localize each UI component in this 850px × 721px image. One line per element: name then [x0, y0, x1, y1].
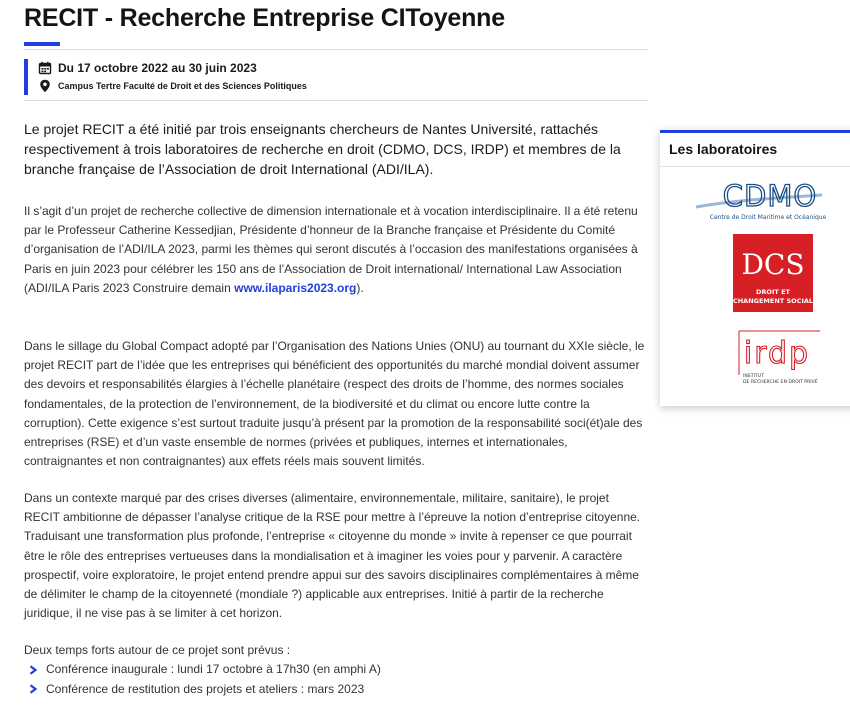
event-date-row	[38, 61, 257, 75]
chevron-right-icon	[28, 665, 38, 675]
calendar-icon	[38, 61, 52, 75]
paragraph-1-end: ).	[356, 280, 364, 295]
list-item	[24, 660, 648, 680]
event-meta	[24, 59, 324, 95]
paragraph-3: Dans un contexte marqué par des crises diverses (alimentaire, environnementale, militaire, sanitaire), le projet RECIT ambitionne de dépasser l’analyse critique de la RSE pour mettre à l’épreuve la notion d’entreprise citoyenne. Traduisant une transformation plus profonde, l’entreprise « citoyenne du monde » invite à repenser ce que pourrait être le rôle des entreprises vertueuses dans la mondialisation et à imaginer les voies pour y parvenir. A caractère prospectif, voire exploratoire, le projet entend prendre appui sur des savoirs disciplinaires complémentaires à même de délimiter le champ de la citoyenneté (mondiale ?) applicable aux entreprises. Initié à partir de la recherche juridique, il ne vise pas à se limiter à cet horizon.	[24, 491, 641, 621]
cdmo-logo-subtitle: Centre de Droit Maritime et Océanique	[709, 214, 827, 221]
list-item-text: Conférence inaugurale : lundi 17 octobre à 17h30 (en amphi A)	[46, 662, 381, 676]
panel-divider	[660, 166, 850, 167]
title-accent-bar	[24, 42, 60, 46]
paragraph-1-text: Il s’agit d’un projet de recherche collective de dimension internationale et à vocation interdisciplinaire. Il a été retenu par le Professeur Catherine Kessedjian, Présidente d’honneur de la Branche française et Présidente du Comité d’organisation de l’ADI/ILA 2023, parmi les thèmes qui seront discutés à l’occasion des manifestations organisées à Paris en juin 2023 pour célébrer les 150 ans de l’Association de Droit international/ International Law Association (ADI/ILA Paris 2023 Construire demain	[24, 204, 638, 295]
dcs-logo-letters: DCS	[741, 248, 805, 281]
page-title: RECIT - Recherche Entreprise CIToyenne	[24, 4, 505, 32]
chevron-right-icon	[28, 684, 38, 694]
event-place: Campus Tertre Faculté de Droit et des Sciences Politiques	[58, 81, 307, 91]
laboratories-panel	[660, 130, 850, 406]
cdmo-logo[interactable]	[690, 173, 830, 233]
cdmo-logo-text: CDMO	[722, 179, 818, 213]
list-item	[24, 680, 648, 700]
ilaparis-link[interactable]: www.ilaparis2023.org	[234, 280, 357, 295]
paragraph-4: Deux temps forts autour de ce projet sont prévus :	[24, 643, 291, 657]
list-item-text: Conférence de restitution des projets et ateliers : mars 2023	[46, 681, 365, 696]
irdp-logo-text: irdp	[743, 336, 811, 371]
paragraph-2: Dans le sillage du Global Compact adopté par l’Organisation des Nations Unies (ONU) au tournant du XXIe siècle, le projet RECIT part de l’idée que les entreprises qui bénéficient des opportunités du marché mondial doivent assumer des devoirs et responsabilités élargies à l’échelle planétaire (respect des droits de l’homme, des normes sociales fondamentales, de la protection de l’environnement, de la biodiversité et du climat ou encore lutte contre la corruption). Cette exigence s’est surtout traduite jusqu’à présent par la promotion de la responsabilité soci(ét)ale des entreprises (RSE) et d’un vaste ensemble de normes (privées et publiques, internes et internationales, contraignantes et non contraignantes) aux effets réels mais souvent limités.	[24, 339, 645, 469]
dcs-logo-line2: CHANGEMENT SOCIAL	[733, 297, 813, 305]
paragraph-1	[24, 202, 648, 298]
events-list	[24, 660, 648, 699]
meta-divider	[24, 100, 648, 101]
event-place-row	[38, 79, 307, 93]
irdp-logo-line1: INSTITUT	[743, 374, 764, 379]
location-pin-icon	[38, 79, 52, 93]
dcs-logo[interactable]	[733, 234, 813, 312]
irdp-logo-line2: DE RECHERCHE EN DROIT PRIVÉ	[743, 380, 818, 385]
dcs-logo-line1: DROIT ET	[756, 288, 790, 296]
event-date: Du 17 octobre 2022 au 30 juin 2023	[58, 61, 257, 75]
lead-paragraph: Le projet RECIT a été initié par trois enseignants chercheurs de Nantes Université, rattachés respectivement à trois laboratoires de recherche en droit (CDMO, DCS, IRDP) et membres de la branche française de l’Association de droit International (ADI/ILA).	[24, 121, 621, 177]
dcs-logo-art	[733, 234, 813, 312]
laboratories-title: Les laboratoires	[669, 141, 778, 157]
header-divider	[24, 49, 648, 50]
irdp-logo[interactable]	[725, 325, 825, 391]
